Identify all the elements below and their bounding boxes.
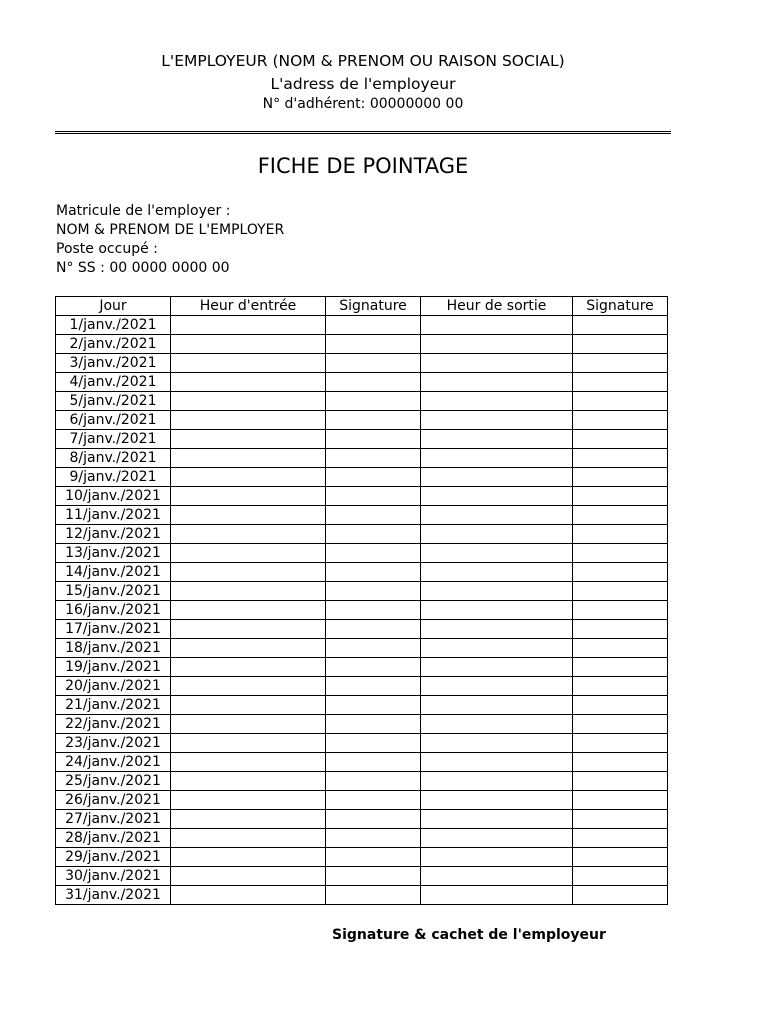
entree-cell[interactable] <box>171 468 326 487</box>
table-row <box>56 848 668 867</box>
attendance-table <box>55 296 668 905</box>
employee-name: NOM & PRENOM DE L'EMPLOYER <box>56 222 285 238</box>
day-cell: 11/janv./2021 <box>56 506 171 525</box>
entree-cell[interactable] <box>171 772 326 791</box>
table-row <box>56 734 668 753</box>
entree-cell[interactable] <box>171 544 326 563</box>
signature-sortie-cell[interactable] <box>573 734 668 753</box>
signature-entree-cell[interactable] <box>326 468 421 487</box>
signature-entree-cell[interactable] <box>326 601 421 620</box>
sortie-cell[interactable] <box>421 620 573 639</box>
signature-entree-cell[interactable] <box>326 544 421 563</box>
entree-cell[interactable] <box>171 354 326 373</box>
table-row <box>56 791 668 810</box>
header-divider <box>55 131 671 134</box>
entree-cell[interactable] <box>171 411 326 430</box>
table-row <box>56 620 668 639</box>
signature-entree-cell[interactable] <box>326 563 421 582</box>
signature-sortie-cell[interactable] <box>573 620 668 639</box>
entree-cell[interactable] <box>171 867 326 886</box>
table-row <box>56 601 668 620</box>
signature-sortie-cell[interactable] <box>573 601 668 620</box>
signature-entree-cell[interactable] <box>326 411 421 430</box>
entree-cell[interactable] <box>171 696 326 715</box>
day-cell: 12/janv./2021 <box>56 525 171 544</box>
table-row <box>56 810 668 829</box>
day-cell: 17/janv./2021 <box>56 620 171 639</box>
signature-entree-cell[interactable] <box>326 639 421 658</box>
signature-sortie-cell[interactable] <box>573 867 668 886</box>
entree-cell[interactable] <box>171 734 326 753</box>
signature-entree-cell[interactable] <box>326 848 421 867</box>
table-row <box>56 639 668 658</box>
day-cell: 7/janv./2021 <box>56 430 171 449</box>
entree-cell[interactable] <box>171 506 326 525</box>
table-row <box>56 829 668 848</box>
entree-cell[interactable] <box>171 658 326 677</box>
entree-cell[interactable] <box>171 620 326 639</box>
day-cell: 23/janv./2021 <box>56 734 171 753</box>
signature-cachet-label <box>332 927 671 943</box>
entree-cell[interactable] <box>171 430 326 449</box>
signature-entree-cell[interactable] <box>326 772 421 791</box>
sortie-cell[interactable] <box>421 316 573 335</box>
day-cell: 9/janv./2021 <box>56 468 171 487</box>
entree-cell[interactable] <box>171 601 326 620</box>
signature-entree-cell[interactable] <box>326 373 421 392</box>
sortie-cell[interactable] <box>421 601 573 620</box>
day-cell: 27/janv./2021 <box>56 810 171 829</box>
sortie-cell[interactable] <box>421 772 573 791</box>
entree-cell[interactable] <box>171 449 326 468</box>
header-sortie: Heur de sortie <box>421 297 573 316</box>
table-row <box>56 886 668 905</box>
sortie-cell[interactable] <box>421 639 573 658</box>
sortie-cell[interactable] <box>421 468 573 487</box>
table-row <box>56 430 668 449</box>
signature-entree-cell[interactable] <box>326 715 421 734</box>
entree-cell[interactable] <box>171 848 326 867</box>
signature-entree-cell[interactable] <box>326 620 421 639</box>
signature-sortie-cell[interactable] <box>573 696 668 715</box>
signature-entree-cell[interactable] <box>326 867 421 886</box>
table-row <box>56 658 668 677</box>
signature-cachet-text: Signature & cachet de l'employeur <box>332 927 606 943</box>
day-cell: 8/janv./2021 <box>56 449 171 468</box>
day-cell: 30/janv./2021 <box>56 867 171 886</box>
signature-sortie-cell[interactable] <box>573 658 668 677</box>
sortie-cell[interactable] <box>421 582 573 601</box>
sortie-cell[interactable] <box>421 563 573 582</box>
signature-sortie-cell[interactable] <box>573 468 668 487</box>
signature-sortie-cell[interactable] <box>573 563 668 582</box>
entree-cell[interactable] <box>171 829 326 848</box>
table-row <box>56 582 668 601</box>
signature-entree-cell[interactable] <box>326 392 421 411</box>
entree-cell[interactable] <box>171 392 326 411</box>
day-cell: 28/janv./2021 <box>56 829 171 848</box>
sortie-cell[interactable] <box>421 886 573 905</box>
entree-cell[interactable] <box>171 525 326 544</box>
signature-sortie-cell[interactable] <box>573 582 668 601</box>
entree-cell[interactable] <box>171 886 326 905</box>
sortie-cell[interactable] <box>421 506 573 525</box>
entree-cell[interactable] <box>171 791 326 810</box>
signature-entree-cell[interactable] <box>326 354 421 373</box>
signature-sortie-cell[interactable] <box>573 715 668 734</box>
header-signature-sortie: Signature <box>573 297 668 316</box>
sortie-cell[interactable] <box>421 829 573 848</box>
table-row <box>56 449 668 468</box>
sortie-cell[interactable] <box>421 848 573 867</box>
signature-sortie-cell[interactable] <box>573 430 668 449</box>
entree-cell[interactable] <box>171 373 326 392</box>
day-cell: 16/janv./2021 <box>56 601 171 620</box>
page-title: FICHE DE POINTAGE <box>257 154 469 178</box>
table-row <box>56 677 668 696</box>
table-row <box>56 335 668 354</box>
sortie-cell[interactable] <box>421 658 573 677</box>
signature-entree-cell[interactable] <box>326 316 421 335</box>
day-cell: 19/janv./2021 <box>56 658 171 677</box>
signature-entree-cell[interactable] <box>326 506 421 525</box>
signature-sortie-cell[interactable] <box>573 753 668 772</box>
sortie-cell[interactable] <box>421 430 573 449</box>
table-row <box>56 468 668 487</box>
poste-label: Poste occupé : <box>56 241 158 257</box>
table-row <box>56 525 668 544</box>
signature-sortie-cell[interactable] <box>573 411 668 430</box>
header-signature-entree: Signature <box>326 297 421 316</box>
day-cell: 18/janv./2021 <box>56 639 171 658</box>
employee-info <box>56 202 284 278</box>
sortie-cell[interactable] <box>421 791 573 810</box>
adherent-number: N° d'adhérent: 00000000 00 <box>262 96 464 112</box>
sortie-cell[interactable] <box>421 734 573 753</box>
table-row <box>56 715 668 734</box>
signature-entree-cell[interactable] <box>326 829 421 848</box>
sortie-cell[interactable] <box>421 753 573 772</box>
signature-sortie-cell[interactable] <box>573 373 668 392</box>
sortie-cell[interactable] <box>421 392 573 411</box>
day-cell: 4/janv./2021 <box>56 373 171 392</box>
day-cell: 3/janv./2021 <box>56 354 171 373</box>
signature-sortie-cell[interactable] <box>573 848 668 867</box>
signature-sortie-cell[interactable] <box>573 677 668 696</box>
day-cell: 24/janv./2021 <box>56 753 171 772</box>
day-cell: 22/janv./2021 <box>56 715 171 734</box>
day-cell: 31/janv./2021 <box>56 886 171 905</box>
entree-cell[interactable] <box>171 810 326 829</box>
day-cell: 2/janv./2021 <box>56 335 171 354</box>
signature-entree-cell[interactable] <box>326 734 421 753</box>
sortie-cell[interactable] <box>421 449 573 468</box>
signature-sortie-cell[interactable] <box>573 886 668 905</box>
signature-sortie-cell[interactable] <box>573 316 668 335</box>
signature-entree-cell[interactable] <box>326 677 421 696</box>
signature-entree-cell[interactable] <box>326 525 421 544</box>
table-row <box>56 392 668 411</box>
entree-cell[interactable] <box>171 316 326 335</box>
signature-sortie-cell[interactable] <box>573 639 668 658</box>
sortie-cell[interactable] <box>421 411 573 430</box>
signature-sortie-cell[interactable] <box>573 335 668 354</box>
signature-sortie-cell[interactable] <box>573 487 668 506</box>
sortie-cell[interactable] <box>421 715 573 734</box>
table-header-row <box>56 297 668 316</box>
header-entree: Heur d'entrée <box>171 297 326 316</box>
signature-entree-cell[interactable] <box>326 791 421 810</box>
signature-entree-cell[interactable] <box>326 430 421 449</box>
entree-cell[interactable] <box>171 753 326 772</box>
signature-entree-cell[interactable] <box>326 335 421 354</box>
day-cell: 6/janv./2021 <box>56 411 171 430</box>
entree-cell[interactable] <box>171 677 326 696</box>
employer-name: L'EMPLOYEUR (NOM & PRENOM OU RAISON SOCIAL) <box>161 52 565 70</box>
signature-sortie-cell[interactable] <box>573 392 668 411</box>
sortie-cell[interactable] <box>421 544 573 563</box>
table-row <box>56 753 668 772</box>
signature-sortie-cell[interactable] <box>573 544 668 563</box>
table-row <box>56 506 668 525</box>
signature-entree-cell[interactable] <box>326 487 421 506</box>
entree-cell[interactable] <box>171 582 326 601</box>
signature-sortie-cell[interactable] <box>573 449 668 468</box>
signature-entree-cell[interactable] <box>326 658 421 677</box>
matricule-label: Matricule de l'employer : <box>56 203 231 219</box>
sortie-cell[interactable] <box>421 335 573 354</box>
signature-sortie-cell[interactable] <box>573 525 668 544</box>
table-row <box>56 772 668 791</box>
day-cell: 25/janv./2021 <box>56 772 171 791</box>
signature-entree-cell[interactable] <box>326 696 421 715</box>
table-row <box>56 544 668 563</box>
entree-cell[interactable] <box>171 563 326 582</box>
day-cell: 10/janv./2021 <box>56 487 171 506</box>
signature-sortie-cell[interactable] <box>573 791 668 810</box>
entree-cell[interactable] <box>171 487 326 506</box>
sortie-cell[interactable] <box>421 696 573 715</box>
day-cell: 5/janv./2021 <box>56 392 171 411</box>
header-jour: Jour <box>56 297 171 316</box>
table-row <box>56 354 668 373</box>
sortie-cell[interactable] <box>421 354 573 373</box>
day-cell: 20/janv./2021 <box>56 677 171 696</box>
sortie-cell[interactable] <box>421 677 573 696</box>
sortie-cell[interactable] <box>421 867 573 886</box>
day-cell: 21/janv./2021 <box>56 696 171 715</box>
sortie-cell[interactable] <box>421 810 573 829</box>
table-body <box>56 316 668 905</box>
table-row <box>56 373 668 392</box>
entree-cell[interactable] <box>171 335 326 354</box>
sortie-cell[interactable] <box>421 525 573 544</box>
signature-entree-cell[interactable] <box>326 582 421 601</box>
entree-cell[interactable] <box>171 715 326 734</box>
employer-address: L'adress de l'employeur <box>270 75 456 93</box>
day-cell: 26/janv./2021 <box>56 791 171 810</box>
signature-entree-cell[interactable] <box>326 810 421 829</box>
day-cell: 15/janv./2021 <box>56 582 171 601</box>
signature-entree-cell[interactable] <box>326 449 421 468</box>
signature-entree-cell[interactable] <box>326 886 421 905</box>
sortie-cell[interactable] <box>421 487 573 506</box>
table-row <box>56 696 668 715</box>
table-row <box>56 563 668 582</box>
signature-entree-cell[interactable] <box>326 753 421 772</box>
sortie-cell[interactable] <box>421 373 573 392</box>
table-row <box>56 316 668 335</box>
table-row <box>56 411 668 430</box>
day-cell: 29/janv./2021 <box>56 848 171 867</box>
signature-sortie-cell[interactable] <box>573 829 668 848</box>
signature-sortie-cell[interactable] <box>573 506 668 525</box>
ss-number: N° SS : 00 0000 0000 00 <box>56 260 230 276</box>
entree-cell[interactable] <box>171 639 326 658</box>
day-cell: 13/janv./2021 <box>56 544 171 563</box>
signature-sortie-cell[interactable] <box>573 354 668 373</box>
table-row <box>56 487 668 506</box>
table-row <box>56 867 668 886</box>
day-cell: 14/janv./2021 <box>56 563 171 582</box>
signature-sortie-cell[interactable] <box>573 810 668 829</box>
signature-sortie-cell[interactable] <box>573 772 668 791</box>
day-cell: 1/janv./2021 <box>56 316 171 335</box>
